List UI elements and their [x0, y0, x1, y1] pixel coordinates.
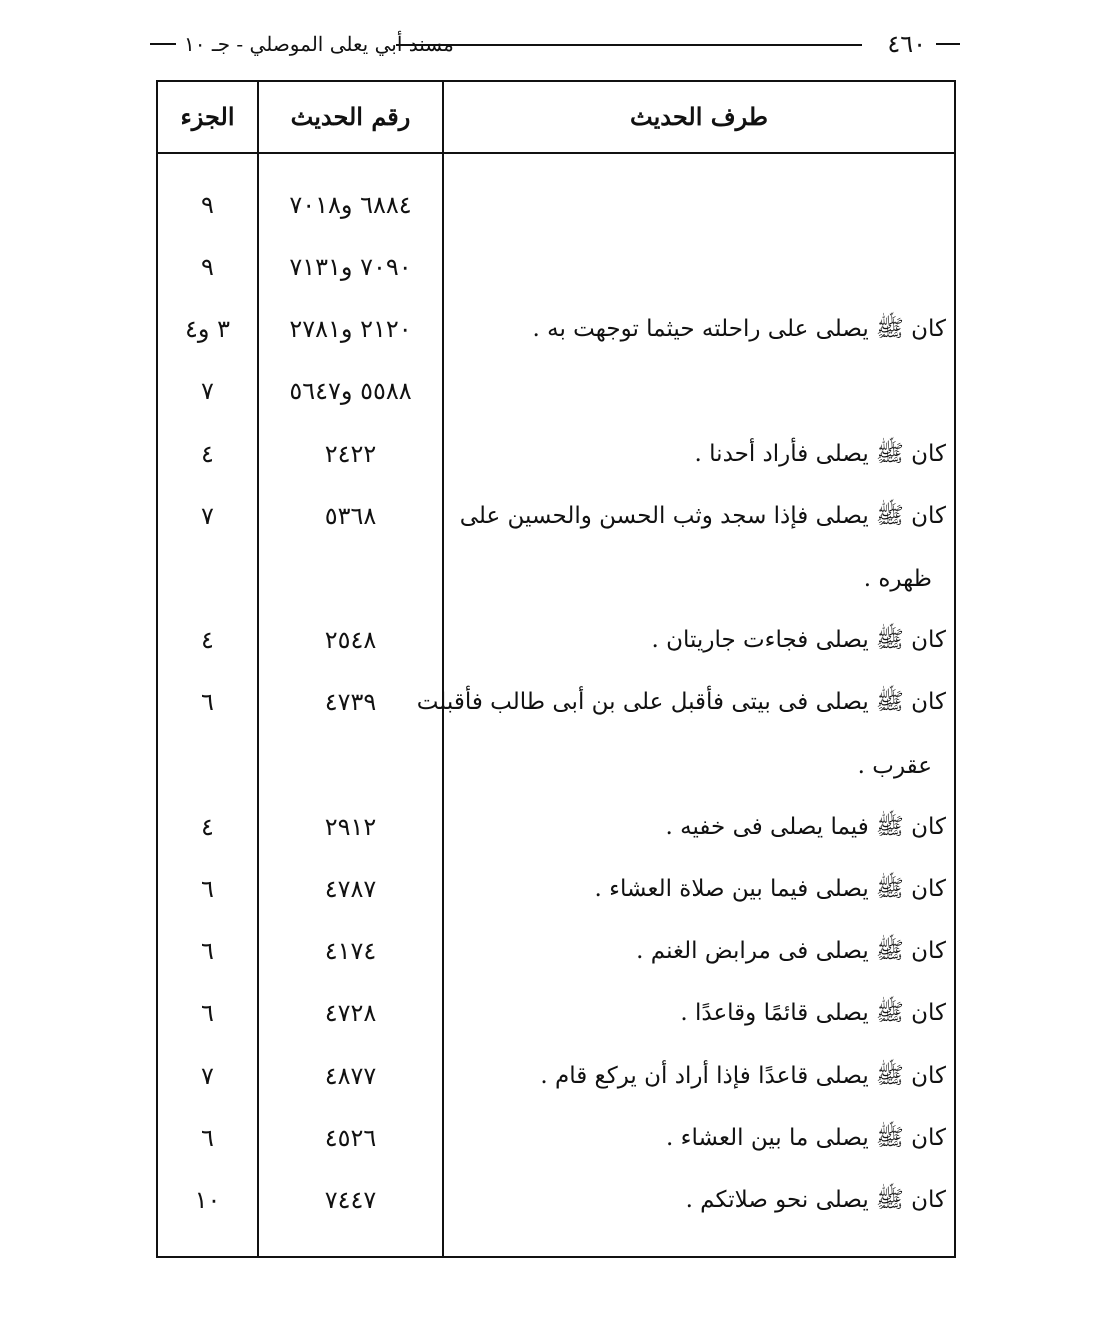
hadith-text: كان ﷺ فيما يصلى فى خفيه . — [665, 814, 946, 840]
hadith-number: ٤٧٣٩ — [324, 688, 377, 716]
juz-number: ٦ — [201, 999, 214, 1027]
page-dash — [936, 43, 960, 45]
hadith-text: كان ﷺ يصلى فإذا سجد وثب الحسن والحسين على — [459, 503, 946, 529]
column-header-juz: الجزء — [180, 102, 235, 131]
hadith-number: ٢٥٤٨ — [324, 626, 377, 654]
column-header-number: رقم الحديث — [290, 102, 411, 131]
juz-number: ٩ — [201, 191, 214, 219]
hadith-number — [259, 735, 442, 797]
juz-number — [158, 735, 257, 797]
juz-number: ٣ و٤ — [185, 315, 230, 343]
table-row — [158, 298, 954, 360]
column-header-hadith: طرف الحديث — [630, 102, 768, 131]
hadith-number: ٢٤٢٢ — [324, 440, 377, 468]
hadith-number: ٦٨٨٤ و٧٠١٨ — [289, 191, 412, 219]
header-divider — [158, 152, 954, 154]
hadith-number: ٧٠٩٠ و٧١٣١ — [289, 253, 412, 281]
table-row — [158, 671, 954, 733]
table-row — [158, 1107, 954, 1169]
hadith-text — [458, 360, 946, 422]
hadith-number: ٤٨٧٧ — [324, 1062, 377, 1090]
table-row — [158, 236, 954, 298]
juz-number: ٦ — [201, 1124, 214, 1152]
table-row — [158, 485, 954, 547]
hadith-index-table — [156, 80, 956, 1258]
hadith-text: كان ﷺ يصلى قائمًا وقاعدًا . — [680, 1000, 946, 1026]
hadith-text: كان ﷺ يصلى فيما بين صلاة العشاء . — [594, 876, 946, 902]
table-row — [158, 548, 954, 610]
table-row — [158, 423, 954, 485]
hadith-text — [458, 174, 946, 236]
juz-number: ٤ — [201, 626, 214, 654]
table-row — [158, 982, 954, 1044]
table-row — [158, 360, 954, 422]
hadith-text — [458, 236, 946, 298]
juz-number: ٧ — [201, 377, 214, 405]
table-row — [158, 735, 954, 797]
hadith-text: ظهره . — [863, 566, 932, 592]
table-row — [158, 796, 954, 858]
hadith-text: كان ﷺ يصلى فأراد أحدنا . — [694, 441, 946, 467]
table-row — [158, 1045, 954, 1107]
hadith-number: ٧٤٤٧ — [324, 1186, 377, 1214]
hadith-number: ٤١٧٤ — [324, 937, 377, 965]
book-title: مسند أبي يعلى الموصلي - جـ ١٠ — [184, 32, 454, 56]
juz-number: ٧ — [201, 502, 214, 530]
page-number: ٤٦٠ — [887, 30, 926, 58]
page-header — [150, 30, 960, 58]
juz-number: ٩ — [201, 253, 214, 281]
juz-number: ٦ — [201, 937, 214, 965]
juz-number: ١٠ — [194, 1186, 221, 1214]
juz-number: ٦ — [201, 688, 214, 716]
hadith-number: ٤٧٨٧ — [324, 875, 377, 903]
header-rule — [396, 44, 862, 46]
hadith-number: ٢٩١٢ — [324, 813, 377, 841]
hadith-text: عقرب . — [857, 753, 932, 779]
hadith-text: كان ﷺ يصلى فجاءت جاريتان . — [651, 627, 946, 653]
hadith-text: كان ﷺ يصلى نحو صلاتكم . — [685, 1187, 946, 1213]
hadith-number: ٤٥٢٦ — [324, 1124, 377, 1152]
table-row — [158, 920, 954, 982]
table-row — [158, 609, 954, 671]
juz-number — [158, 548, 257, 610]
page-number-block — [887, 30, 960, 58]
table-row — [158, 174, 954, 236]
juz-number: ٤ — [201, 440, 214, 468]
hadith-number: ٥٣٦٨ — [324, 502, 377, 530]
table-row — [158, 1169, 954, 1231]
hadith-text: كان ﷺ يصلى ما بين العشاء . — [666, 1125, 946, 1151]
hadith-number — [259, 548, 442, 610]
hadith-text: كان ﷺ يصلى فى بيتى فأقبل على بن أبى طالب فأقبلت — [416, 689, 946, 715]
hadith-text: كان ﷺ يصلى فى مرابض الغنم . — [636, 938, 946, 964]
hadith-number: ٢١٢٠ و٢٧٨١ — [289, 315, 412, 343]
hadith-text: كان ﷺ يصلى قاعدًا فإذا أراد أن يركع قام . — [540, 1063, 946, 1089]
hadith-text: كان ﷺ يصلى على راحلته حيثما توجهت به . — [532, 316, 946, 342]
table-row — [158, 858, 954, 920]
hadith-number: ٤٧٢٨ — [324, 999, 377, 1027]
juz-number: ٦ — [201, 875, 214, 903]
juz-number: ٧ — [201, 1062, 214, 1090]
juz-number: ٤ — [201, 813, 214, 841]
hadith-number: ٥٥٨٨ و٥٦٤٧ — [289, 377, 412, 405]
title-dash — [150, 43, 176, 45]
